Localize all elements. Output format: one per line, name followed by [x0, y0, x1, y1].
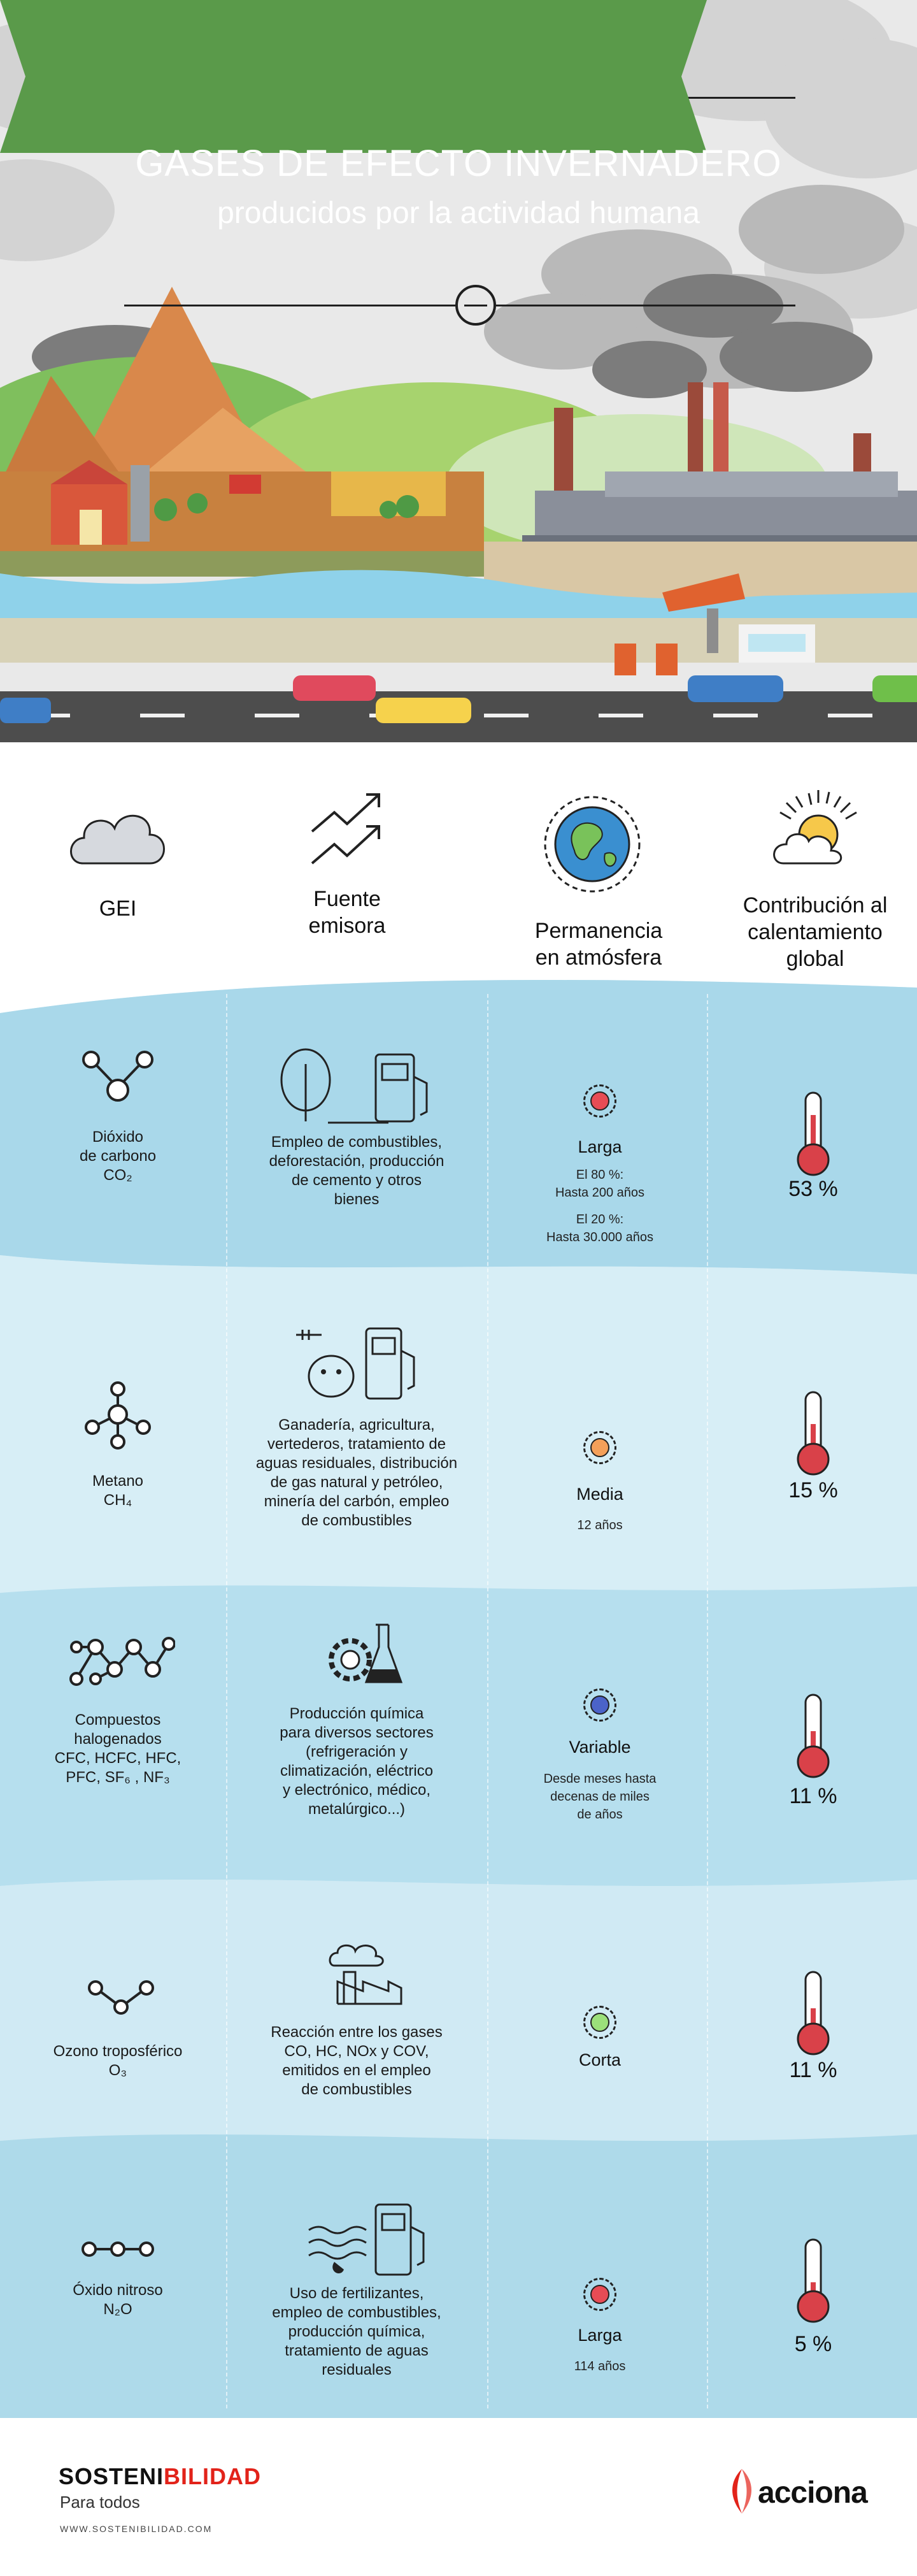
- fuente-line: CO, HC, NOx y COV,: [284, 2043, 429, 2060]
- col-header-contribucion-line2: calentamiento: [748, 920, 883, 944]
- title-banner: [0, 0, 707, 153]
- col-header-permanencia: [503, 917, 694, 971]
- gas-name: [35, 1711, 201, 1787]
- permanence-detail-line: Hasta 200 años: [555, 1186, 645, 1200]
- permanence-detail: [504, 2357, 695, 2375]
- gas-formula: PFC, SF₆ , NF₃: [66, 1769, 170, 1786]
- main-title: GASES DE EFECTO INVERNADERO: [135, 143, 782, 184]
- thermometer-icon: [794, 1090, 832, 1179]
- thermometer-icon: [794, 1692, 832, 1781]
- permanence-detail-line: 114 años: [574, 2359, 626, 2373]
- dot-fill: [590, 1695, 609, 1715]
- fuente-description: [248, 1704, 465, 1819]
- col-header-contribucion-line1: Contribución al: [743, 893, 888, 917]
- fuente-line: (refrigeración y: [305, 1743, 408, 1760]
- column-divider-3: [707, 994, 708, 2408]
- permanence-indicator-dot: [583, 1431, 616, 1464]
- permanence-detail-line: de años: [577, 1808, 623, 1822]
- contribution-percent: 15 %: [788, 1478, 838, 1502]
- acciona-logo-text: acciona: [758, 2476, 867, 2510]
- fuente-line: de gas natural y petróleo,: [270, 1474, 443, 1491]
- title-rule-bottom-left: [124, 305, 455, 306]
- footer-url: WWW.SOSTENIBILIDAD.COM: [60, 2524, 213, 2534]
- cow-fuel-pump-icon: [293, 1316, 420, 1405]
- fuente-line: Empleo de combustibles,: [271, 1133, 443, 1151]
- fuente-line: Ganadería, agricultura,: [278, 1416, 435, 1434]
- fuente-line: climatización, eléctrico: [280, 1762, 434, 1780]
- footer-tagline: Para todos: [60, 2493, 140, 2512]
- permanence-indicator-dot: [583, 2006, 616, 2039]
- column-divider-1: [226, 994, 227, 2408]
- gas-formula: N₂O: [103, 2301, 132, 2318]
- permanence-detail: [504, 1516, 695, 1534]
- gas-name-line: halogenados: [74, 1731, 162, 1748]
- permanence-detail-line: 12 años: [577, 1518, 623, 1532]
- permanence-detail: [504, 1166, 695, 1246]
- gas-name: [35, 2042, 201, 2080]
- fuente-description: [248, 1416, 465, 1530]
- col-header-fuente-line2: emisora: [308, 914, 386, 938]
- fuente-line: metalúrgico...): [308, 1801, 406, 1818]
- cloud-icon: [64, 800, 172, 876]
- tree-fuel-pump-icon: [274, 1045, 439, 1128]
- gas-name-line: Ozono troposférico: [53, 2043, 183, 2060]
- footer-brand-black: SOSTENI: [59, 2463, 164, 2489]
- gear-flask-icon: [322, 1618, 404, 1695]
- permanence-level: Corta: [578, 2050, 622, 2069]
- sun-cloud-icon: [771, 787, 866, 870]
- contribution-percent: 5 %: [794, 2332, 832, 2356]
- dot-fill: [590, 2013, 609, 2032]
- fuente-description: [248, 1133, 465, 1209]
- hero-illustration: [0, 0, 917, 742]
- permanence-detail: [504, 1770, 695, 1824]
- fuente-line: vertederos, tratamiento de: [267, 1436, 446, 1453]
- fuente-line: bienes: [334, 1191, 380, 1208]
- nitrous-oxide-molecule-icon: [80, 2236, 156, 2262]
- fuente-line: producción química,: [288, 2323, 425, 2340]
- fuente-line: aguas residuales, distribución: [255, 1455, 458, 1472]
- permanence-detail-line: Hasta 30.000 años: [546, 1230, 653, 1244]
- gas-name: [35, 2281, 201, 2319]
- contribution-percent: 53 %: [788, 1177, 838, 1201]
- col-header-contribucion: [720, 892, 911, 972]
- col-header-fuente: [267, 886, 427, 939]
- footer-brand-logo: [59, 2463, 261, 2490]
- gas-name: [35, 1128, 201, 1185]
- fuente-line: deforestación, producción: [269, 1153, 444, 1170]
- permanence-indicator-dot: [583, 2278, 616, 2311]
- fuente-line: empleo de combustibles,: [272, 2304, 441, 2321]
- permanence-detail-line: El 80 %:: [576, 1168, 624, 1182]
- permanence-detail-line: El 20 %:: [576, 1212, 624, 1227]
- col-header-contribucion-line3: global: [786, 947, 844, 971]
- factory-smoke-icon: [325, 1937, 408, 2007]
- title-block: [105, 141, 812, 236]
- contribution-percent: 11 %: [789, 2058, 837, 2082]
- fuente-line: tratamiento de aguas: [285, 2342, 429, 2359]
- col-header-gei-text: GEI: [99, 896, 137, 921]
- dot-fill: [590, 1091, 609, 1111]
- ozone-molecule-icon: [86, 1978, 156, 2017]
- permanence-indicator-dot: [583, 1084, 616, 1118]
- acciona-logo-icon: [726, 2466, 758, 2517]
- title-ornament-bottom: [455, 285, 496, 326]
- dot-fill: [590, 2285, 609, 2304]
- fuente-line: y electrónico, médico,: [282, 1781, 431, 1799]
- gas-formula: CFC, HCFC, HFC,: [54, 1750, 181, 1767]
- fuente-line: Reacción entre los gases: [271, 2024, 443, 2041]
- fuente-description: [248, 2284, 465, 2380]
- gas-name-line: Óxido nitroso: [73, 2282, 163, 2299]
- fuente-line: de combustibles: [301, 1512, 412, 1529]
- earth-icon: [541, 793, 643, 895]
- gas-name-line: Compuestos: [75, 1711, 161, 1729]
- permanence-level: Media: [576, 1485, 623, 1504]
- col-header-gei: [51, 895, 185, 922]
- gas-formula: CH₄: [103, 1492, 132, 1509]
- gas-formula: O₃: [108, 2062, 127, 2079]
- permanence-detail-line: [504, 1202, 695, 1211]
- fuente-line: Uso de fertilizantes,: [289, 2285, 424, 2302]
- contribution-percent: 11 %: [789, 1784, 837, 1808]
- title-rule-bottom-right: [496, 305, 795, 306]
- gas-name-line: Dióxido: [92, 1128, 144, 1146]
- water-fertilizer-pump-icon: [306, 2198, 427, 2281]
- col-header-permanencia-line1: Permanencia: [534, 919, 663, 943]
- gas-name-line: de carbono: [79, 1148, 157, 1165]
- methane-molecule-icon: [83, 1379, 153, 1450]
- permanence-level: Larga: [578, 1137, 622, 1156]
- gas-name: [35, 1472, 201, 1510]
- rising-trend-icon: [306, 787, 388, 870]
- fuente-line: residuales: [322, 2361, 392, 2378]
- fuente-line: para diversos sectores: [280, 1724, 434, 1741]
- co2-molecule-icon: [80, 1048, 156, 1105]
- dot-fill: [590, 1438, 609, 1457]
- footer-brand-red: BILIDAD: [164, 2463, 262, 2489]
- gas-formula: CO₂: [103, 1167, 132, 1184]
- permanence-detail-line: decenas de miles: [550, 1790, 650, 1804]
- column-divider-2: [487, 994, 488, 2408]
- main-subtitle: producidos por la actividad humana: [217, 196, 700, 230]
- fuente-line: emitidos en el empleo: [282, 2062, 431, 2079]
- col-header-fuente-line1: Fuente: [313, 887, 381, 911]
- halogen-molecule-icon: [67, 1631, 175, 1688]
- fuente-description: [248, 2023, 465, 2099]
- permanence-indicator-dot: [583, 1688, 616, 1722]
- fuente-line: de cemento y otros: [291, 1172, 422, 1189]
- thermometer-icon: [794, 1969, 832, 2058]
- fuente-line: de combustibles: [301, 2081, 412, 2098]
- fuente-line: minería del carbón, empleo: [264, 1493, 450, 1510]
- fuente-line: Producción química: [289, 1705, 424, 1722]
- permanence-detail-line: Desde meses hasta: [543, 1772, 657, 1786]
- thermometer-icon: [794, 1389, 832, 1478]
- thermometer-icon: [794, 2236, 832, 2326]
- permanence-level: Larga: [578, 2326, 622, 2345]
- col-header-permanencia-line2: en atmósfera: [535, 946, 662, 970]
- permanence-level: Variable: [569, 1738, 631, 1757]
- gas-name-line: Metano: [92, 1472, 144, 1490]
